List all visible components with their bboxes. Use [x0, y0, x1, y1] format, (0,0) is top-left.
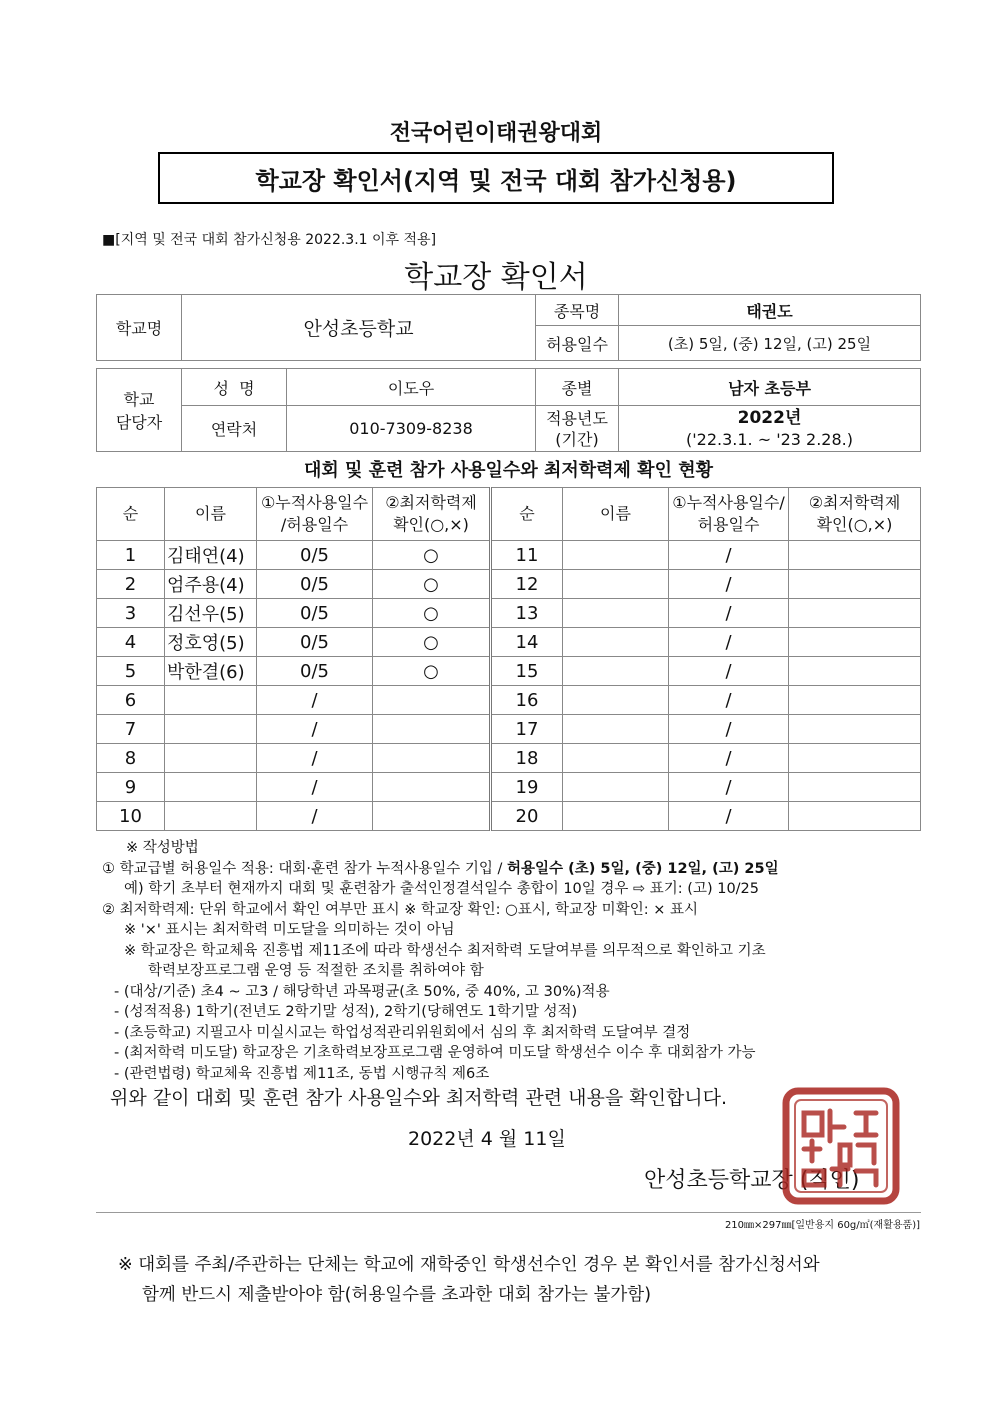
min-academic-check — [373, 744, 491, 773]
cumulative-days: / — [257, 802, 373, 831]
student-name — [563, 773, 669, 802]
header-no: 순 — [97, 488, 165, 541]
footer-line-1: ※ 대회를 주최/주관하는 단체는 학교에 재학중인 학생선수인 경우 본 확인서를 참가신청서와 — [118, 1255, 820, 1275]
table-row — [97, 802, 921, 831]
min-academic-check — [789, 686, 921, 715]
category-value: 남자 초등부 — [619, 369, 921, 406]
confirmation-text: 위와 같이 대회 및 훈련 참가 사용일수와 최저학력 관련 내용을 확인합니다. — [110, 1087, 728, 1109]
row-no: 18 — [491, 744, 563, 773]
allowed-days-value: (초) 5일, (중) 12일, (고) 25일 — [619, 326, 921, 361]
document-title-box — [158, 152, 834, 204]
row-no: 10 — [97, 802, 165, 831]
min-academic-check — [789, 715, 921, 744]
cumulative-days: 0/5 — [257, 570, 373, 599]
min-academic-check — [789, 628, 921, 657]
student-name — [563, 541, 669, 570]
row-no: 2 — [97, 570, 165, 599]
note-1-example: 예) 학기 초부터 현재까지 대회 및 훈련참가 출석인정결석일수 총합이 10일 경우 ⇨ 표기: (고) 10/25 — [124, 881, 760, 897]
principal-signature: 안성초등학교장 (직인) — [644, 1168, 860, 1193]
sport-label: 종목명 — [536, 295, 619, 326]
table-row — [97, 744, 921, 773]
cumulative-days: / — [669, 715, 789, 744]
note-2-b: ※ 학교장은 학교체육 진흥법 제11조에 따라 학생선수 최저학력 도달여부를 의무적으로 확인하고 기초 — [124, 942, 766, 959]
name-label: 성 명 — [182, 369, 287, 406]
row-no: 8 — [97, 744, 165, 773]
category-label: 종별 — [536, 369, 619, 406]
student-name — [563, 599, 669, 628]
row-no: 17 — [491, 715, 563, 744]
student-name — [563, 570, 669, 599]
table-row — [97, 773, 921, 802]
event-title: 전국어린이태권왕대회 — [389, 121, 603, 146]
cumulative-days: / — [669, 744, 789, 773]
row-no: 11 — [491, 541, 563, 570]
cumulative-days: / — [669, 802, 789, 831]
table-row — [97, 657, 921, 686]
student-name — [563, 802, 669, 831]
student-name: 김태연(4) — [165, 541, 257, 570]
footer-line-2: 함께 반드시 제출받아야 함(허용일수를 초과한 대회 참가는 불가함) — [142, 1285, 652, 1305]
student-name — [563, 628, 669, 657]
note-2-b-cont: 학력보장프로그램 운영 등 적절한 조치를 취하여야 함 — [148, 963, 484, 979]
student-name — [563, 657, 669, 686]
cumulative-days: / — [669, 541, 789, 570]
section-title: 대회 및 훈련 참가 사용일수와 최저학력제 확인 현황 — [303, 460, 713, 481]
table-row — [97, 570, 921, 599]
min-academic-check: ○ — [373, 541, 491, 570]
school-name: 안성초등학교 — [182, 295, 536, 361]
row-no: 7 — [97, 715, 165, 744]
cumulative-days: / — [669, 599, 789, 628]
official-seal-stamp — [782, 1087, 900, 1205]
detail-1: - (대상/기준) 초4 ~ 고3 / 해당학년 과목평균(초 50%, 중 40%, 고 30%)적용 — [114, 983, 610, 1000]
min-academic-check — [373, 802, 491, 831]
table-row — [97, 686, 921, 715]
contact-name: 이도우 — [287, 369, 536, 406]
student-name — [563, 686, 669, 715]
detail-3: - (초등학교) 지필고사 미실시교는 학업성적관리위원회에서 심의 후 최저학력 도달여부 결정 — [114, 1024, 691, 1041]
student-name: 김선우(5) — [165, 599, 257, 628]
student-name — [563, 715, 669, 744]
student-name — [165, 715, 257, 744]
cumulative-days: / — [257, 773, 373, 802]
apply-note: ■[지역 및 전국 대회 참가신청용 2022.3.1 이후 적용] — [102, 232, 437, 248]
min-academic-check — [789, 541, 921, 570]
year-label: 적용년도 (기간) — [536, 406, 619, 452]
phone-label: 연락처 — [182, 406, 287, 452]
detail-5: - (관련법령) 학교체육 진흥법 제11조, 동법 시행규칙 제6조 — [114, 1065, 490, 1082]
cumulative-days: 0/5 — [257, 599, 373, 628]
cumulative-days: / — [257, 686, 373, 715]
header-cumulative: ①누적사용일수 /허용일수 — [257, 488, 373, 541]
min-academic-check — [789, 599, 921, 628]
paper-spec: 210㎜×297㎜[일반용지 60g/㎡(재활용품)] — [724, 1220, 920, 1231]
row-no: 4 — [97, 628, 165, 657]
writing-instructions — [102, 838, 932, 1084]
row-no: 1 — [97, 541, 165, 570]
row-no: 16 — [491, 686, 563, 715]
student-name — [165, 686, 257, 715]
table-row — [97, 715, 921, 744]
cumulative-days: 0/5 — [257, 628, 373, 657]
student-name — [165, 744, 257, 773]
header-no-2: 순 — [491, 488, 563, 541]
school-info-table — [96, 294, 921, 452]
row-no: 9 — [97, 773, 165, 802]
cumulative-days: / — [669, 628, 789, 657]
cumulative-days: / — [257, 744, 373, 773]
note-2-a: ※ '×' 표시는 최저학력 미도달을 의미하는 것이 아님 — [124, 922, 455, 938]
sport-value: 태권도 — [619, 295, 921, 326]
row-no: 20 — [491, 802, 563, 831]
cumulative-days: / — [669, 657, 789, 686]
min-academic-check — [373, 715, 491, 744]
header-name-2: 이름 — [563, 488, 669, 541]
row-no: 6 — [97, 686, 165, 715]
cumulative-days: 0/5 — [257, 541, 373, 570]
min-academic-check: ○ — [373, 570, 491, 599]
row-no: 14 — [491, 628, 563, 657]
min-academic-check — [789, 802, 921, 831]
divider — [96, 1212, 921, 1213]
allowed-days-label: 허용일수 — [536, 326, 619, 361]
school-label: 학교명 — [97, 295, 182, 361]
table-row — [97, 599, 921, 628]
min-academic-check — [789, 657, 921, 686]
cumulative-days: / — [669, 686, 789, 715]
header-min-academic: ②최저학력제 확인(○,×) — [373, 488, 491, 541]
contact-phone: 010-7309-8238 — [287, 406, 536, 452]
row-no: 12 — [491, 570, 563, 599]
cumulative-days: / — [669, 570, 789, 599]
student-name — [165, 773, 257, 802]
student-name — [563, 744, 669, 773]
detail-2: - (성적적용) 1학기(전년도 2학기말 성적), 2학기(당해연도 1학기말 성적) — [114, 1004, 578, 1020]
table-header — [97, 488, 921, 541]
year-value: 2022년 ('22.3.1. ~ '23 2.28.) — [619, 406, 921, 452]
main-title: 학교장 확인서 — [404, 260, 588, 295]
min-academic-check — [789, 744, 921, 773]
document-title: 학교장 확인서(지역 및 전국 대회 참가신청용) — [255, 166, 737, 195]
note-2: ② 최저학력제: 단위 학교에서 확인 여부만 표시 ※ 학교장 확인: ○표시, 학교장 미확인: × 표시 — [102, 901, 698, 918]
notes-title: ※ 작성방법 — [126, 840, 199, 856]
min-academic-check: ○ — [373, 599, 491, 628]
cumulative-days: 0/5 — [257, 657, 373, 686]
header-min-academic-2: ②최저학력제 확인(○,×) — [789, 488, 921, 541]
min-academic-check — [789, 773, 921, 802]
min-academic-check: ○ — [373, 657, 491, 686]
student-name: 엄주용(4) — [165, 570, 257, 599]
table-row — [97, 541, 921, 570]
row-no: 15 — [491, 657, 563, 686]
min-academic-check — [373, 686, 491, 715]
table-row — [97, 628, 921, 657]
student-name — [165, 802, 257, 831]
usage-table — [96, 487, 921, 831]
cumulative-days: / — [669, 773, 789, 802]
row-no: 19 — [491, 773, 563, 802]
student-name: 정호영(5) — [165, 628, 257, 657]
min-academic-check: ○ — [373, 628, 491, 657]
min-academic-check — [789, 570, 921, 599]
header-cumulative-2: ①누적사용일수/ 허용일수 — [669, 488, 789, 541]
footer-notice — [118, 1250, 820, 1310]
detail-4: - (최저학력 미도달) 학교장은 기초학력보장프로그램 운영하여 미도달 학생선수 이수 후 대회참가 가능 — [114, 1045, 756, 1061]
student-name: 박한결(6) — [165, 657, 257, 686]
cumulative-days: / — [257, 715, 373, 744]
min-academic-check — [373, 773, 491, 802]
contact-label: 학교 담당자 — [97, 369, 182, 452]
header-name: 이름 — [165, 488, 257, 541]
row-no: 13 — [491, 599, 563, 628]
note-1: ① 학교급별 허용일수 적용: 대회·훈련 참가 누적사용일수 기입 / 허용일수 (초) 5일, (중) 12일, (고) 25일 — [102, 860, 779, 877]
confirmation-date: 2022년 4 월 11일 — [408, 1128, 566, 1150]
row-no: 5 — [97, 657, 165, 686]
row-no: 3 — [97, 599, 165, 628]
